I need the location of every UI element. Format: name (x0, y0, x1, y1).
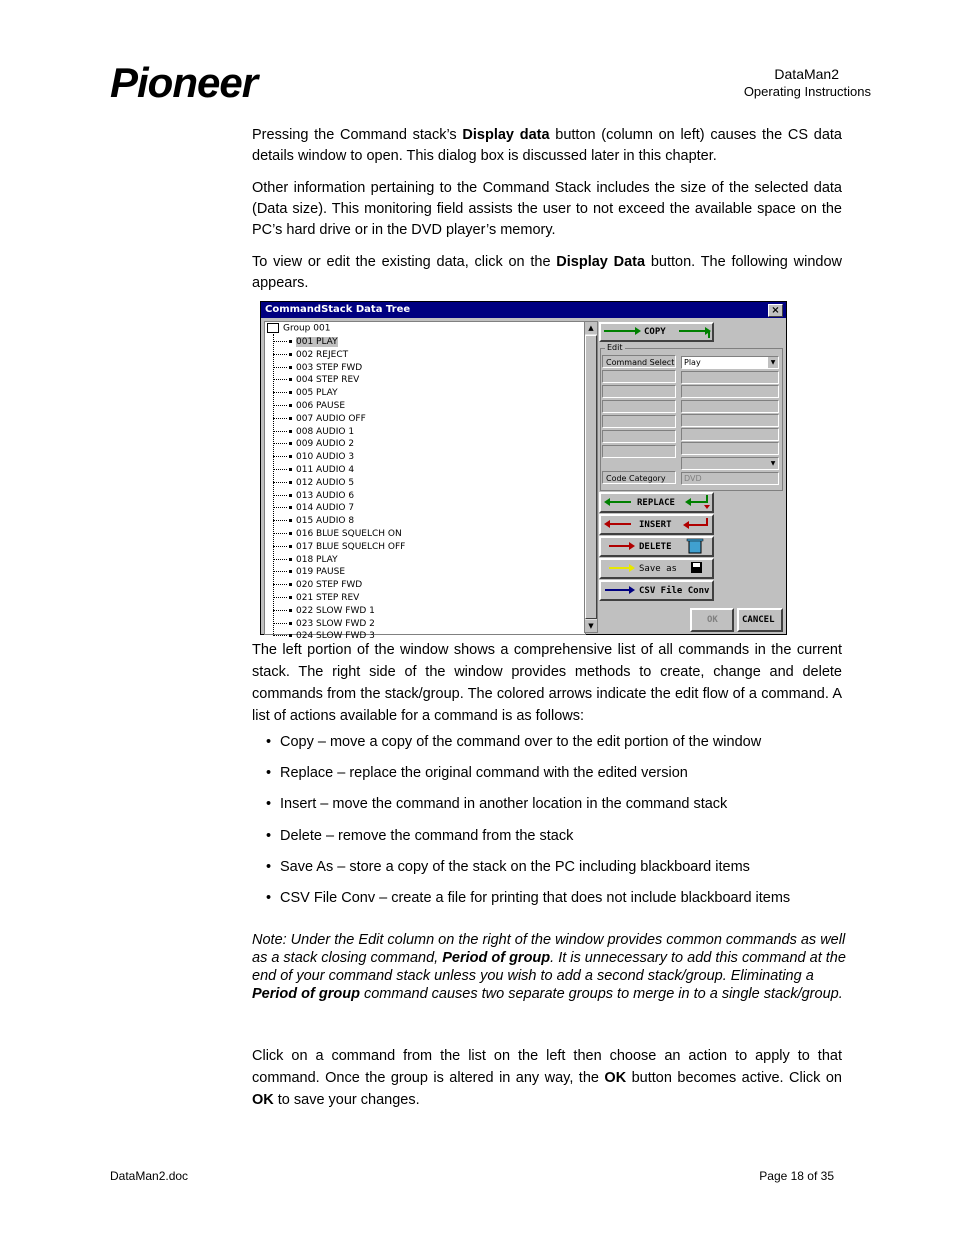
list-item: • Save As – store a copy of the stack on the PC including blackboard items (266, 857, 790, 888)
tree-item-label: 014 AUDIO 7 (296, 503, 355, 514)
action-list (266, 732, 790, 919)
tree-connector (273, 482, 287, 483)
param-label-1 (602, 370, 676, 383)
document-title: DataMan2 (774, 66, 839, 82)
tree-item-label: 011 AUDIO 4 (296, 465, 355, 475)
code-category-field: DVD (681, 472, 779, 485)
save-as-button[interactable]: Save as (599, 558, 714, 579)
tree-item[interactable] (273, 438, 354, 451)
tree-connector (273, 623, 287, 624)
tree-item[interactable] (273, 515, 354, 528)
folder-icon (267, 323, 279, 333)
param-label-4 (602, 415, 676, 428)
tree-item[interactable] (273, 490, 354, 503)
bullet-icon (289, 353, 292, 356)
tree-connector (273, 635, 287, 636)
tree-item[interactable] (273, 387, 338, 400)
bullet-icon (289, 340, 292, 343)
list-item: • Replace – replace the original command with the edited version (266, 763, 790, 794)
tree-connector (273, 392, 287, 393)
tree-connector (273, 456, 287, 457)
tree-connector (273, 405, 287, 406)
tree-connector (273, 418, 287, 419)
tree-connector (273, 571, 287, 572)
param-field-4[interactable] (681, 414, 779, 427)
tree-item[interactable] (273, 451, 354, 464)
tree-item-label: 001 PLAY (296, 337, 338, 347)
bullet-icon (289, 417, 292, 420)
tree-item[interactable] (273, 592, 359, 605)
param-label-2 (602, 385, 676, 398)
list-item: • Delete – remove the command from the stack (266, 826, 790, 857)
tree-connector (273, 341, 287, 342)
tree-item[interactable] (273, 605, 375, 618)
tree-item-label: 022 SLOW FWD 1 (296, 605, 375, 616)
bullet-icon (289, 532, 292, 535)
param-dropdown-7[interactable] (681, 457, 779, 470)
tree-item-label: 021 STEP REV (296, 593, 360, 603)
bullet-icon (289, 570, 292, 573)
tree-item-label: 009 AUDIO 2 (296, 439, 355, 450)
svg-text:Pioneer: Pioneer (110, 59, 258, 106)
tree-item-label: 008 AUDIO 1 (296, 426, 355, 437)
tree-item[interactable] (273, 477, 354, 490)
pioneer-logo (110, 59, 355, 106)
command-select-dropdown[interactable]: Play ▼ (681, 356, 779, 369)
bullet-icon (289, 391, 292, 394)
delete-button[interactable]: DELETE (599, 536, 714, 557)
paragraph-display-data: Pressing the Command stack’s Display data button (column on left) causes the CS data details window to open. This dialog box is discussed later in this chapter. (252, 127, 843, 164)
tree-item[interactable] (273, 336, 338, 349)
list-item: • Copy – move a copy of the command over to the edit portion of the window (266, 732, 790, 763)
tree-item[interactable] (273, 528, 402, 541)
scroll-down-icon[interactable]: ▼ (585, 620, 597, 632)
bullet-icon (289, 596, 292, 599)
param-field-3[interactable] (681, 400, 779, 413)
bullet-icon (289, 634, 292, 637)
tree-item[interactable] (273, 413, 366, 426)
note-paragraph: Note: Under the Edit column on the right of the window provides common commands as well as a stack closing command, Period of group. It is unnecessary to add this command at the end of your command stack unless you wish to add a second stack/group. Eliminating a Period of group command causes two separate groups to merge in to a single stack/group. (252, 932, 846, 1002)
window-title-bar (261, 302, 786, 318)
tree-connector (273, 610, 287, 611)
tree-item-label: 003 STEP FWD (296, 362, 363, 373)
tree-item[interactable] (273, 426, 354, 439)
paragraph-view-edit: To view or edit the existing data, click on the Display Data button. The following window appears. (252, 254, 842, 291)
footer-filename: DataMan2.doc (110, 1169, 189, 1183)
list-item: • CSV File Conv – create a file for printing that does not include blackboard items (266, 888, 790, 919)
tree-item-label: 010 AUDIO 3 (296, 452, 355, 463)
chevron-down-icon[interactable]: ▼ (768, 357, 778, 368)
scroll-thumb[interactable] (585, 335, 597, 619)
tree-item-label: 012 AUDIO 5 (296, 477, 355, 488)
tree-connector (273, 354, 287, 355)
tree-item[interactable] (273, 579, 362, 592)
tree-connector (273, 507, 287, 508)
tree-item-label: 015 AUDIO 8 (296, 516, 355, 527)
param-field-6[interactable] (681, 442, 779, 455)
tree-connector (273, 431, 287, 432)
tree-item-label: 019 PAUSE (296, 567, 346, 578)
tree-item-label: 020 STEP FWD (296, 580, 363, 591)
tree-connector (273, 367, 287, 368)
tree-connector (273, 495, 287, 496)
tree-connector (273, 443, 287, 444)
tree-item[interactable] (273, 464, 354, 477)
tree-item-label: 017 BLUE SQUELCH OFF (296, 541, 406, 552)
list-item: • Insert – move the command in another location in the command stack (266, 794, 790, 825)
param-label-5 (602, 430, 676, 443)
tree-item[interactable] (273, 374, 359, 387)
tree-item-label: 002 REJECT (296, 349, 349, 360)
cancel-button[interactable]: CANCEL (737, 608, 783, 632)
tree-item[interactable] (273, 541, 405, 554)
document-subtitle: Operating Instructions (743, 84, 871, 99)
bullet-icon (289, 506, 292, 509)
tree-connector (273, 559, 287, 560)
bullet-icon (289, 442, 292, 445)
window-title: CommandStack Data Tree (265, 304, 411, 315)
bullet-icon (289, 378, 292, 381)
bullet-icon (289, 481, 292, 484)
command-select-label: Command Select (602, 355, 676, 368)
tree-item[interactable] (273, 502, 354, 515)
bullet-icon (289, 430, 292, 433)
bullet-icon (289, 468, 292, 471)
tree-item[interactable] (273, 362, 362, 375)
insert-button[interactable]: INSERT (599, 514, 714, 535)
bullet-icon (289, 609, 292, 612)
tree-item-label: 013 AUDIO 6 (296, 490, 355, 501)
copy-button[interactable]: COPY (599, 322, 714, 342)
bullet-icon (289, 583, 292, 586)
param-field-1[interactable] (681, 371, 779, 384)
param-field-2[interactable] (681, 385, 779, 398)
tree-item-label: 007 AUDIO OFF (296, 413, 366, 424)
tree-item-label: 016 BLUE SQUELCH ON (296, 529, 402, 539)
tree-connector (273, 379, 287, 380)
bullet-icon (289, 455, 292, 458)
param-label-3 (602, 400, 676, 413)
bullet-icon (289, 519, 292, 522)
tree-item[interactable] (273, 349, 348, 362)
tree-connector (273, 546, 287, 547)
csv-file-conv-button[interactable]: CSV File Conv (599, 580, 714, 601)
replace-button[interactable]: REPLACE (599, 492, 714, 513)
tree-connector (273, 533, 287, 534)
paragraph-window-description: The left portion of the window shows a comprehensive list of all commands in the current stack. The right side of the window provides methods to create, change and delete commands from the stack/group. The colored arrows indicate the edit flow of a command. A list of actions available for a command is as follows: (252, 642, 842, 724)
bullet-icon (289, 558, 292, 561)
commandstack-data-tree-window (260, 301, 787, 642)
command-tree[interactable] (264, 321, 586, 642)
tree-connector (273, 584, 287, 585)
tree-item[interactable] (273, 400, 345, 413)
param-field-5[interactable] (681, 428, 779, 441)
code-category-label: Code Category (602, 471, 676, 484)
paragraph-ok-instructions: Click on a command from the list on the left then choose an action to apply to that command. Once the group is altered in any way, the OK button becomes active. Click on OK to save your changes. (252, 1048, 842, 1108)
tree-connector (273, 469, 287, 470)
bullet-icon (289, 366, 292, 369)
ok-button[interactable]: OK (690, 608, 734, 632)
tree-item-label: 023 SLOW FWD 2 (296, 618, 375, 629)
tree-item-label: 018 PLAY (296, 554, 338, 565)
tree-connector (273, 520, 287, 521)
footer-page-number: Page 18 of 35 (759, 1169, 834, 1183)
bullet-icon (289, 404, 292, 407)
bullet-icon (289, 545, 292, 548)
tree-item-label: 006 PAUSE (296, 401, 346, 411)
tree-item[interactable] (273, 566, 345, 579)
close-button[interactable]: × (768, 304, 783, 317)
chevron-down-icon[interactable]: ▼ (768, 458, 778, 469)
tree-item-label: 024 SLOW FWD 3 (296, 631, 375, 642)
tree-item-label: 004 STEP REV (296, 375, 360, 386)
tree-item[interactable] (273, 618, 375, 631)
paragraph-data-size: Other information pertaining to the Command Stack includes the size of the selected data (Data size). This monitoring field assists the user to not exceed the available space on the PC’s hard drive or in the DVD player’s memory. (252, 180, 842, 238)
tree-item[interactable] (273, 554, 338, 567)
scroll-up-icon[interactable]: ▲ (585, 322, 597, 334)
tree-item-label: 005 PLAY (296, 388, 338, 399)
tree-connector (273, 597, 287, 598)
bullet-icon (289, 494, 292, 497)
tree-scrollbar[interactable] (584, 321, 598, 633)
param-label-6 (602, 445, 676, 458)
edit-label: Edit (607, 343, 623, 352)
bullet-icon (289, 622, 292, 625)
tree-group[interactable]: Group 001 (267, 323, 330, 334)
